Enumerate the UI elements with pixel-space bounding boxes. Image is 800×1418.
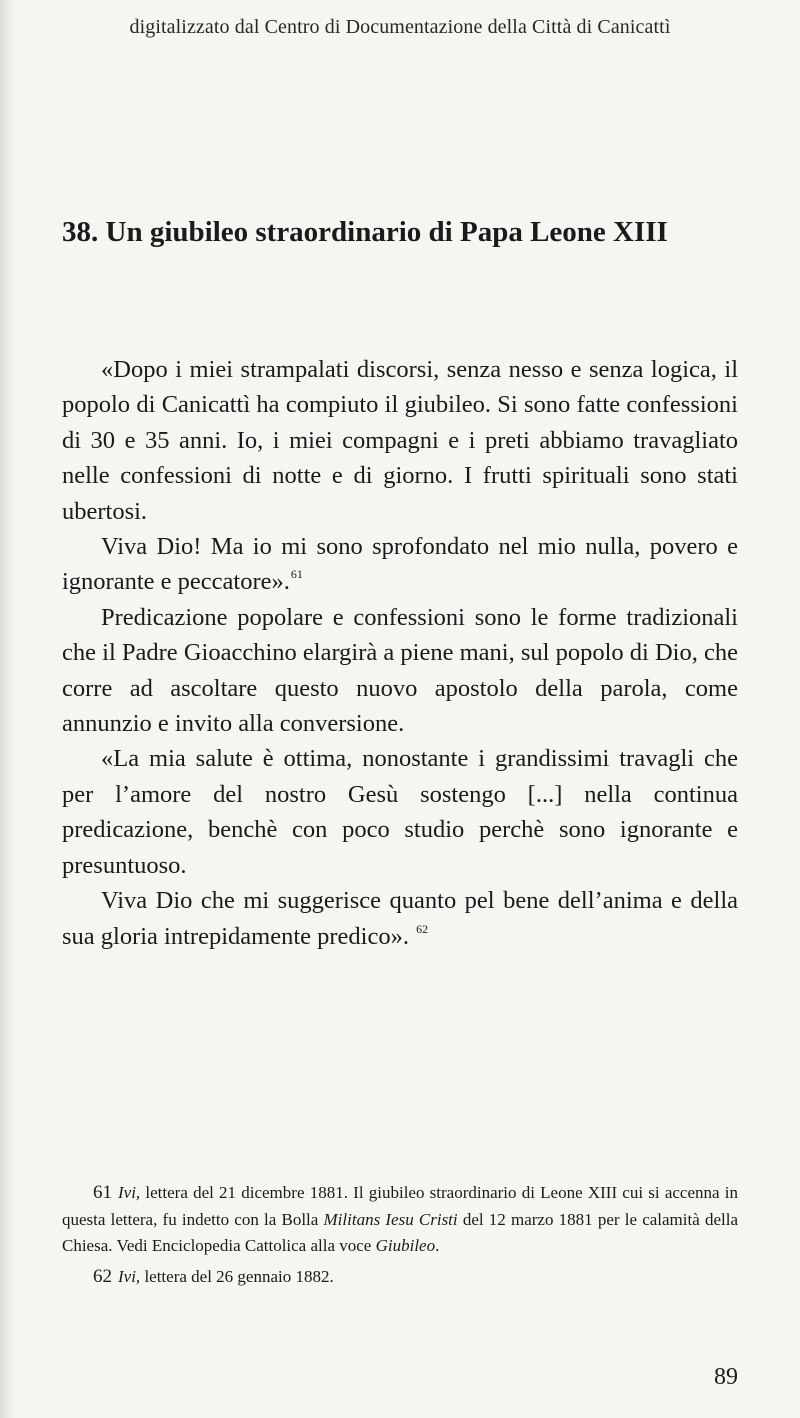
paragraph-3: Predicazione popolare e confessioni sono le forme tradizionali che il Padre Gioacchino elargirà a piene mani, sul popolo di Dio, che corre ad ascoltare questo nuovo apostolo della parola, come annunzio e invito alla conversione. [62,603,738,738]
page-number: 89 [714,1364,738,1390]
paragraph-5-text: Viva Dio che mi suggerisce quanto pel bene dell’anima e della sua gloria intrepidamente predico». [62,887,738,950]
footnotes [62,1180,738,1294]
paragraph-2 [62,529,738,600]
footnote-ref-62[interactable]: 62 [416,921,429,936]
body-text [62,352,738,954]
footnote-61-ivi: Ivi, [118,1183,141,1202]
digitization-header: digitalizzato dal Centro di Documentazione della Città di Canicattì [129,16,671,38]
footnote-ref-61[interactable]: 61 [290,567,303,582]
paragraph-4: «La mia salute è ottima, nonostante i grandissimi travagli che per l’amore del nostro Gesù sostengo [...] nella continua predicazione, benchè con poco studio perchè sono ignorante e presuntuoso. [62,745,738,879]
footnote-61 [62,1180,738,1260]
footnote-number-62: 62 [93,1265,112,1287]
paragraph-5 [62,883,738,954]
footnote-61-bolla: Militans Iesu Cristi [323,1209,458,1229]
footnote-61-voce: Giubileo [375,1236,436,1255]
footnote-61-text-a: lettera del 21 dicembre 1881. Il giubileo straordinario di Leone XIII cui si accenna in questa lettera, fu indetto con la Bolla [62,1183,738,1229]
footnote-62 [62,1264,738,1291]
footnote-61-text-c: . [435,1236,440,1255]
footnote-62-ivi: Ivi, [118,1266,141,1286]
footnote-number-61: 61 [93,1182,112,1203]
paragraph-1: «Dopo i miei strampalati discorsi, senza nesso e senza logica, il popolo di Canicattì ha compiuto il giubileo. Si sono fatte confessioni di 30 e 35 anni. Io, i miei compagni e i preti abbiamo travagliato nelle confessioni di notte e di giorno. I frutti spirituali sono stati ubertosi. [62,356,738,525]
chapter-title: 38. Un giubileo straordinario di Papa Leone XIII [62,216,668,248]
paragraph-2-text: Viva Dio! Ma io mi sono sprofondato nel mio nulla, povero e ignorante e peccatore». [62,533,738,596]
footnote-62-text: lettera del 26 gennaio 1882. [140,1266,334,1286]
page-edge-shadow [0,0,14,1418]
footnote-61-text-b: del 12 marzo 1881 per le calamità della Chiesa. Vedi Enciclopedia Cattolica alla voce [62,1209,739,1255]
